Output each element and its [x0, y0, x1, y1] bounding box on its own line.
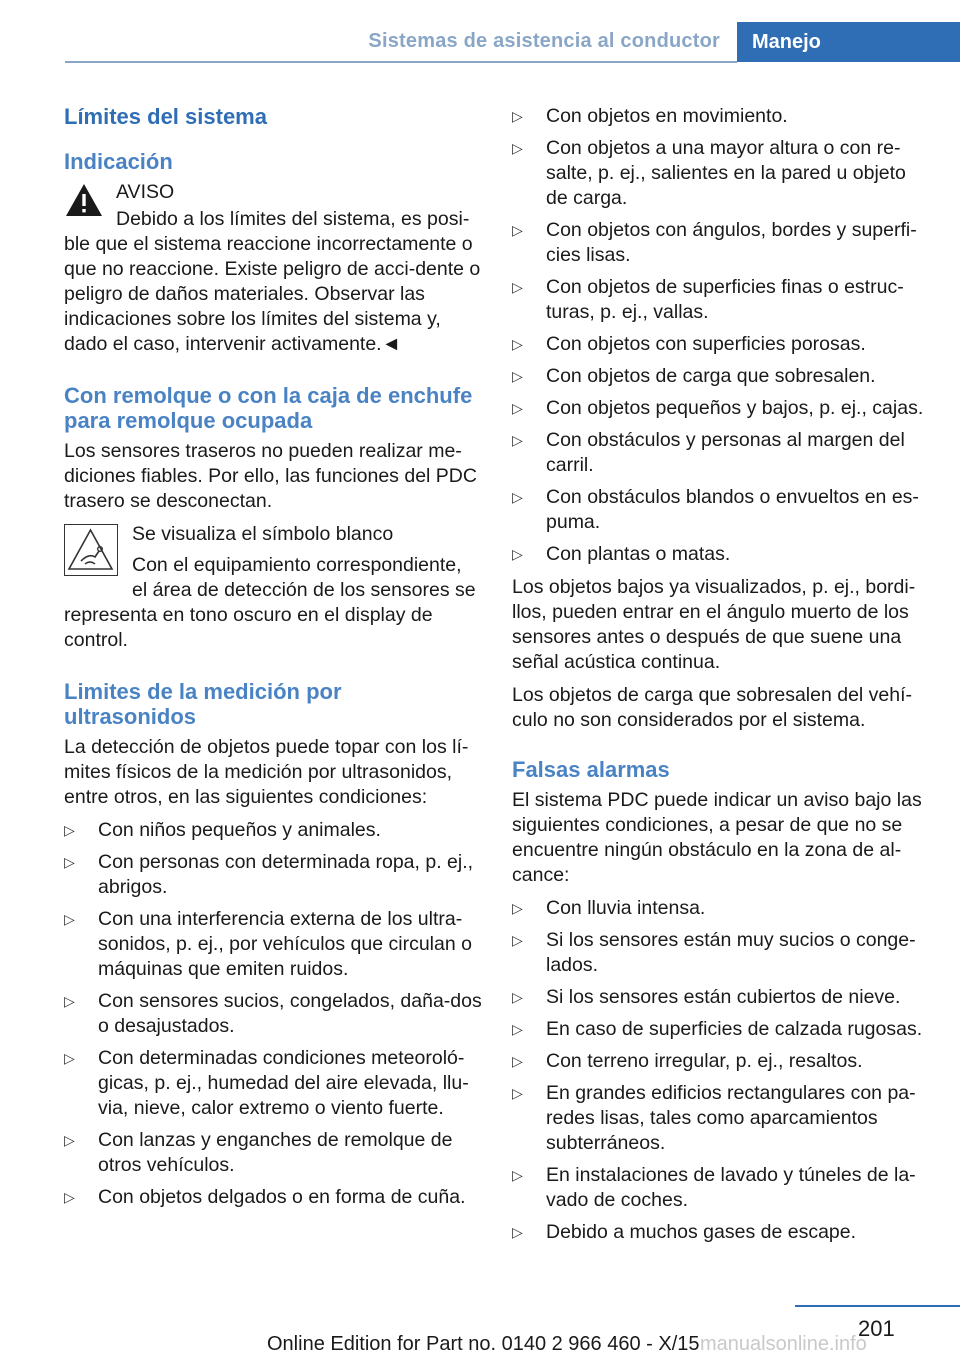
list-item: ▷ Con una interferencia externa de los ultra-sonidos, p. ej., por vehículos que circulan o máquinas que emiten ruidos. — [64, 908, 472, 980]
right-column — [512, 104, 932, 1253]
list-item: ▷ Con niños pequeños y animales. — [64, 819, 381, 841]
symbol-text-2: Con el equipamiento correspondiente, — [132, 554, 462, 576]
list-item: ▷ Si los sensores están muy sucios o conge-lados. — [512, 929, 916, 976]
system-limits-title: Límites del sistema — [64, 104, 267, 129]
footer-rule — [795, 1305, 960, 1307]
list-item: ▷ Con obstáculos blandos o envueltos en es-puma. — [512, 486, 919, 533]
list-item: ▷ En instalaciones de lavado y túneles de la-vado de coches. — [512, 1164, 916, 1211]
page-header — [0, 0, 960, 66]
triangle-bullet-icon: ▷ — [64, 911, 75, 927]
triangle-bullet-icon: ▷ — [512, 900, 523, 916]
trailer-symbol-block — [64, 522, 482, 603]
list-item: ▷ Con sensores sucios, congelados, daña-dos o desajustados. — [64, 990, 482, 1037]
list-item: ▷ Con objetos a una mayor altura o con re-salte, p. ej., salientes en la pared u objeto de carga. — [512, 137, 906, 209]
list-item: ▷ Con objetos de superficies finas o estruc-turas, p. ej., vallas. — [512, 276, 904, 323]
trailer-symbol-icon — [64, 524, 118, 576]
triangle-bullet-icon: ▷ — [512, 336, 523, 352]
triangle-bullet-icon: ▷ — [512, 489, 523, 505]
conditions-list-left — [64, 818, 482, 1210]
symbol-text-1: Se visualiza el símbolo blanco — [132, 523, 394, 545]
list-item: ▷ Debido a muchos gases de escape. — [512, 1221, 857, 1243]
trailer-text: Los sensores traseros no pueden realizar me-diciones fiables. Por ello, las funciones del PDC trasero se desconectan. — [64, 440, 477, 512]
triangle-bullet-icon: ▷ — [512, 546, 523, 562]
list-item: ▷ En caso de superficies de calzada rugosas. — [512, 1018, 923, 1040]
triangle-bullet-icon: ▷ — [512, 108, 523, 124]
triangle-bullet-icon: ▷ — [512, 1167, 523, 1183]
indication-heading: Indicación — [64, 149, 173, 174]
list-item: ▷ Con objetos pequeños y bajos, p. ej., cajas. — [512, 397, 924, 419]
triangle-bullet-icon: ▷ — [64, 993, 75, 1009]
left-column — [64, 100, 482, 1218]
low-objects-paragraph: Los objetos bajos ya visualizados, p. ej., bordi-llos, pueden entrar en el ángulo muerto de los sensores antes o después de que suene una señal acústica continua. — [512, 576, 916, 673]
warning-notice — [64, 180, 482, 357]
triangle-bullet-icon: ▷ — [512, 279, 523, 295]
triangle-bullet-icon: ▷ — [64, 1189, 75, 1205]
triangle-bullet-icon: ▷ — [512, 989, 523, 1005]
false-alarms-list — [512, 896, 932, 1245]
list-item: ▷ Con obstáculos y personas al margen del carril. — [512, 429, 905, 476]
header-rule — [65, 61, 737, 63]
list-item: ▷ Si los sensores están cubiertos de nieve. — [512, 986, 901, 1008]
triangle-bullet-icon: ▷ — [64, 822, 75, 838]
list-item: ▷ Con plantas o matas. — [512, 543, 731, 565]
triangle-bullet-icon: ▷ — [512, 932, 523, 948]
watermark: manualsonline.info — [700, 1333, 867, 1355]
list-item: ▷ Con lanzas y enganches de remolque de otros vehículos. — [64, 1129, 453, 1176]
warning-text: ble que el sistema reaccione incorrectamente o que no reaccione. Existe peligro de acci-dente o peligro de daños materiales. Observar las indicaciones sobre los límites del sistema y, dado el caso, intervenir activamente.◄ — [64, 233, 481, 355]
false-alarms-text: El sistema PDC puede indicar un aviso bajo las siguientes condiciones, a pesar de que no se encuentre ningún obstáculo en la zona de al-cance: — [512, 789, 922, 886]
load-objects-paragraph: Los objetos de carga que sobresalen del vehí-culo no son considerados por el sistema. — [512, 684, 913, 731]
chapter-tab: Manejo — [737, 22, 960, 62]
list-item: ▷ Con personas con determinada ropa, p. ej., abrigos. — [64, 851, 474, 898]
triangle-bullet-icon: ▷ — [64, 1132, 75, 1148]
conditions-list-right — [512, 104, 932, 567]
section-title: Sistemas de asistencia al conductor — [368, 30, 720, 52]
list-item: ▷ Con objetos en movimiento. — [512, 105, 788, 127]
page-number: 201 — [858, 1316, 895, 1341]
ultrasonic-limits-heading: Limites de la medición por ultrasonidos — [64, 679, 342, 729]
list-item: ▷ Con objetos con superficies porosas. — [512, 333, 866, 355]
triangle-bullet-icon: ▷ — [512, 1224, 523, 1240]
list-item: ▷ Con objetos delgados o en forma de cuña. — [64, 1186, 466, 1208]
triangle-bullet-icon: ▷ — [512, 1085, 523, 1101]
warning-label: AVISO — [116, 181, 175, 203]
symbol-text-rest: representa en tono oscuro en el display de control. — [64, 604, 433, 651]
warning-triangle-icon — [64, 182, 104, 218]
triangle-bullet-icon: ▷ — [64, 1050, 75, 1066]
triangle-bullet-icon: ▷ — [64, 854, 75, 870]
triangle-bullet-icon: ▷ — [512, 368, 523, 384]
list-item: ▷ Con determinadas condiciones meteoroló-gicas, p. ej., humedad del aire elevada, llu-via, nieve, calor extremo o viento fuerte. — [64, 1047, 469, 1119]
list-item: ▷ Con lluvia intensa. — [512, 897, 706, 919]
triangle-bullet-icon: ▷ — [512, 432, 523, 448]
triangle-bullet-icon: ▷ — [512, 400, 523, 416]
triangle-bullet-icon: ▷ — [512, 222, 523, 238]
warning-text-first: Debido a los límites del sistema, es posi- — [116, 208, 470, 230]
trailer-heading: Con remolque o con la caja de enchufe para remolque ocupada — [64, 383, 473, 433]
false-alarms-heading: Falsas alarmas — [512, 757, 670, 782]
symbol-text-3: el área de detección de los sensores se — [132, 579, 476, 601]
list-item: ▷ En grandes edificios rectangulares con pa-redes lisas, tales como aparcamientos subterráneos. — [512, 1082, 916, 1154]
triangle-bullet-icon: ▷ — [512, 1021, 523, 1037]
triangle-bullet-icon: ▷ — [512, 1053, 523, 1069]
list-item: ▷ Con terreno irregular, p. ej., resaltos. — [512, 1050, 863, 1072]
triangle-bullet-icon: ▷ — [512, 140, 523, 156]
edition-note: Online Edition for Part no. 0140 2 966 460 - X/15 — [267, 1333, 700, 1355]
ultrasonic-limits-text: La detección de objetos puede topar con los lí-mites físicos de la medición por ultrasonidos, entre otros, en las siguientes condiciones: — [64, 736, 469, 808]
list-item: ▷ Con objetos con ángulos, bordes y superfi-cies lisas. — [512, 219, 917, 266]
list-item: ▷ Con objetos de carga que sobresalen. — [512, 365, 876, 387]
